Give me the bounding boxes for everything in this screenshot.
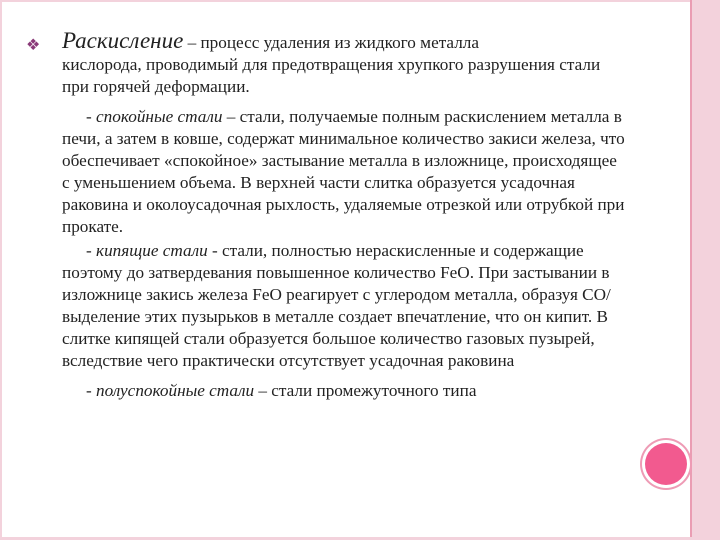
list-item-calm-steel bbox=[62, 106, 627, 238]
list-item-dash: - bbox=[86, 107, 97, 126]
list-item-text: – стали, получаемые полным раскислением металла в печи, а затем в ковше, содержат минимальное количество закиси железа, что обеспечивает «спокойное» застывание металла в изложнице, происходящее с уменьшением объема. В верхней части слитка образуется усадочная раковина и околоусадочная рыхлость, удаляемые отрезкой или отрубкой при прокате. bbox=[62, 107, 625, 236]
frame-edge-line bbox=[690, 0, 692, 540]
frame-left bbox=[0, 0, 2, 540]
slide-body bbox=[62, 30, 627, 404]
list-item-term: кипящие стали bbox=[96, 241, 208, 260]
list-item-rimmed-steel bbox=[62, 240, 627, 372]
list-item-semi-killed-steel bbox=[62, 380, 627, 402]
list-item-dash: - bbox=[86, 241, 97, 260]
diamond-bullet-icon: ❖ bbox=[26, 37, 41, 54]
frame-top bbox=[0, 0, 720, 2]
list-item-text: - стали, полностью нераскисленные и содержащие поэтому до затвердевания повышенное количество FeO. При застывании в изложнице закись железа FeO реагирует с углеродом металла, образуя СО/ выделение этих пузырьков в металле создает впечатление, что он кипит. В слитке кипящей стали образуется большое количество газовых пузырей, вследствие чего практически отсутствует усадочная раковина bbox=[62, 241, 611, 370]
decorative-circle bbox=[645, 443, 687, 485]
list-item-term: полуспокойные стали bbox=[96, 381, 255, 400]
frame-right-band bbox=[692, 0, 720, 540]
definition-paragraph bbox=[62, 30, 627, 98]
definition-term: Раскисление bbox=[62, 28, 184, 53]
list-item-term: спокойные стали bbox=[96, 107, 223, 126]
list-item-text: – стали промежуточного типа bbox=[254, 381, 477, 400]
list-item-dash: - bbox=[86, 381, 97, 400]
definition-rest: кислорода, проводимый для предотвращения хрупкого разрушения стали при горячей деформации. bbox=[62, 55, 601, 96]
definition-line1: – процесс удаления из жидкого металла bbox=[183, 33, 479, 52]
